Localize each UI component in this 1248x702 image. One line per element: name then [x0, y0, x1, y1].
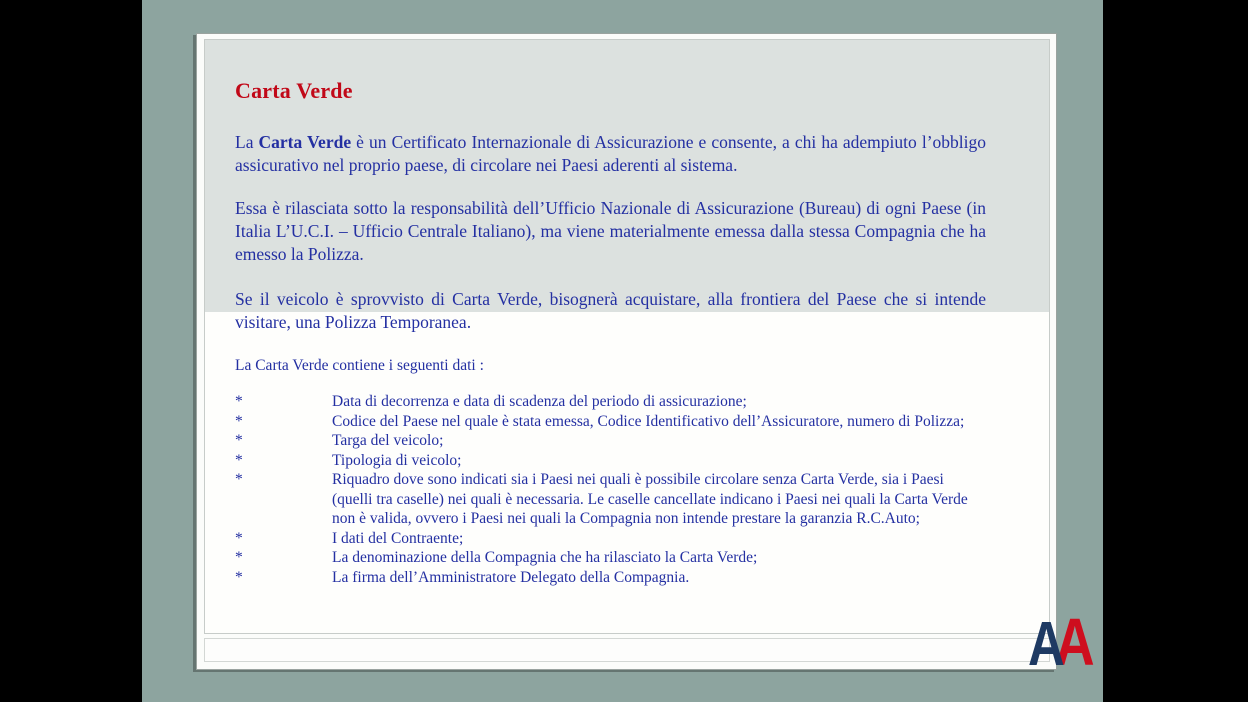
- letterbox-bar-right: [1103, 0, 1248, 702]
- slide-card: [196, 33, 1057, 670]
- bullet-list: [235, 392, 986, 587]
- list-item-text: Riquadro dove sono indicati sia i Paesi nei quali è possibile circolare senza Carta Verde, sia i Paesi (quelli tra caselle) nei quali è necessaria. Le caselle cancellate indicano i Paesi nei quali la Carta Verde non è valida, ovvero i Paesi nei quali la Compagnia non intende prestare la garanzia R.C.Auto;: [332, 471, 968, 527]
- bullet-asterisk: *: [235, 412, 243, 430]
- letterbox-bar-left: [0, 0, 142, 702]
- slide-footer-strip: [204, 638, 1050, 662]
- paragraph-1-bold-term: Carta Verde: [258, 132, 352, 152]
- list-item: [235, 392, 986, 412]
- list-item: [235, 529, 986, 549]
- paragraph-1: [235, 131, 986, 177]
- paragraph-2: Essa è rilasciata sotto la responsabilità dell’Ufficio Nazionale di Assicurazione (Bureau) di ogni Paese (in Italia L’U.C.I. – Ufficio Centrale Italiano), ma viene materialmente emessa dalla stessa Compagnia che ha emesso la Polizza.: [235, 198, 986, 264]
- slide-title: Carta Verde: [235, 78, 353, 103]
- list-item-text: I dati del Contraente;: [332, 529, 464, 547]
- video-frame-background: [142, 0, 1103, 702]
- list-item: [235, 568, 986, 588]
- list-item-text: Targa del veicolo;: [332, 432, 444, 449]
- bullet-asterisk: *: [235, 549, 243, 566]
- bullet-asterisk: *: [235, 432, 243, 449]
- bullet-asterisk: *: [235, 393, 243, 410]
- channel-logo: [1028, 605, 1104, 680]
- bullet-asterisk: *: [235, 471, 243, 488]
- list-item-text: La denominazione della Compagnia che ha rilasciato la Carta Verde;: [332, 549, 758, 566]
- logo-letter-red-a: A: [1055, 605, 1095, 680]
- paragraph-3: Se il veicolo è sprovvisto di Carta Verde, bisognerà acquistare, alla frontiera del Paese che si intende visitare, una Polizza Temporanea.: [235, 289, 986, 332]
- bullet-asterisk: *: [235, 568, 243, 586]
- list-item: [235, 451, 986, 471]
- list-item: [235, 548, 986, 568]
- list-item-text: Tipologia di veicolo;: [332, 451, 462, 469]
- paragraph-1-rest: è un Certificato Internazionale di Assicurazione e consente, a chi ha adempiuto l’obbligo assicurativo nel proprio paese, di circolare nei Paesi aderenti al sistema.: [235, 132, 987, 175]
- list-item: [235, 470, 986, 529]
- list-intro: La Carta Verde contiene i seguenti dati :: [235, 357, 484, 374]
- bullet-asterisk: *: [235, 451, 243, 469]
- list-item-text: Data di decorrenza e data di scadenza del periodo di assicurazione;: [332, 393, 747, 410]
- logo-letter-navy-a: A: [1028, 610, 1065, 679]
- slide-content-box: [204, 39, 1050, 634]
- list-item-text: Codice del Paese nel quale è stata emessa, Codice Identificativo dell’Assicuratore, numero di Polizza;: [332, 412, 965, 430]
- list-item-text: La firma dell’Amministratore Delegato della Compagnia.: [332, 568, 690, 586]
- bullet-asterisk: *: [235, 529, 243, 547]
- slide-content: [205, 40, 1049, 587]
- list-item: [235, 412, 986, 432]
- list-item: [235, 431, 986, 451]
- paragraph-1-prefix: La: [235, 132, 259, 152]
